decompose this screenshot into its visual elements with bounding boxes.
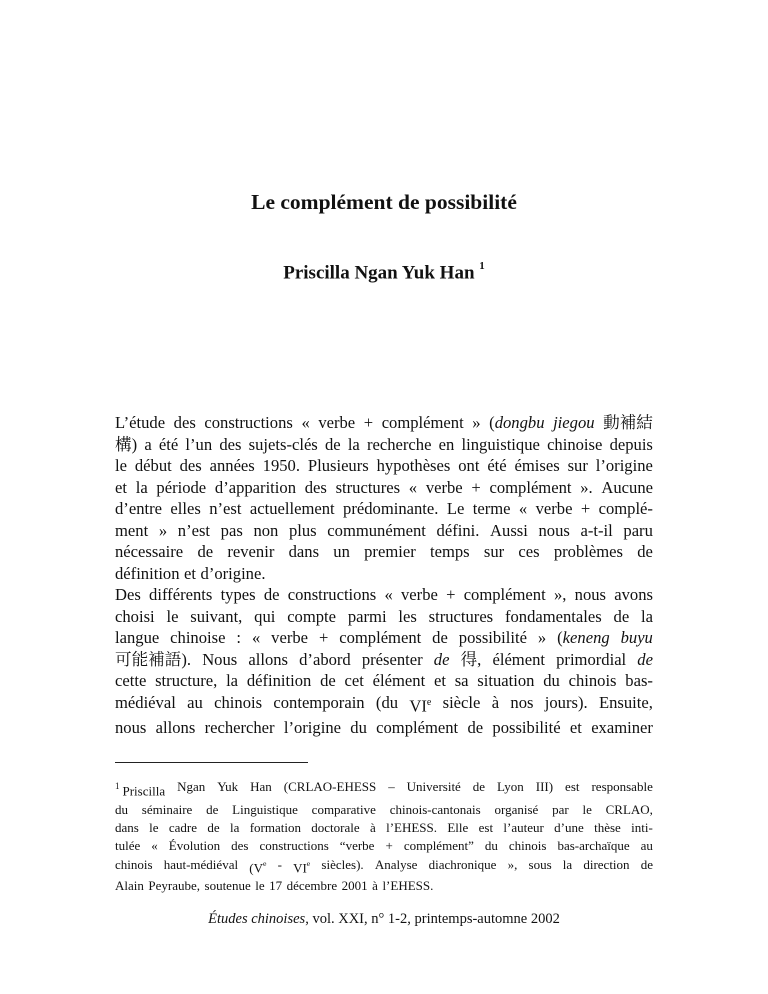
word: chinois (568, 671, 617, 690)
word: médiéval (115, 692, 176, 712)
word: défini. (436, 520, 480, 540)
word: choisi (115, 606, 155, 626)
word: le (166, 606, 179, 626)
word: primordial (556, 649, 627, 669)
text-line (115, 520, 653, 542)
word: Des (115, 585, 141, 604)
word: » (537, 628, 547, 647)
word: est (565, 779, 580, 794)
word: : (236, 628, 242, 647)
word: « (518, 499, 528, 518)
word: CRLAO, (605, 801, 653, 817)
word: langue (115, 628, 160, 647)
word: pas (220, 520, 243, 540)
word: cette (115, 671, 147, 690)
word: l’EHESS. (386, 819, 438, 835)
word: Ngan (177, 779, 206, 794)
word: l’origine (283, 717, 341, 737)
word: sa (454, 671, 469, 690)
paper-title: Le complément de possibilité (251, 190, 517, 214)
word: d’entre (115, 499, 162, 518)
word: thèse (594, 819, 621, 835)
text-line (115, 498, 653, 520)
word: 可能補語). (115, 649, 192, 669)
word: suivant, (190, 606, 243, 626)
word: (Ve (249, 858, 267, 875)
word: dans (115, 819, 139, 835)
text-line (115, 877, 653, 895)
word: définition (115, 563, 180, 583)
word: siècle (442, 692, 481, 712)
word: complé- (598, 499, 653, 518)
text-line (115, 856, 653, 878)
word: paru (623, 520, 653, 540)
word: recherche (366, 434, 432, 454)
word: (dongbu (489, 413, 545, 432)
journal-name: Études chinoises (208, 911, 306, 927)
word: Lyon (497, 779, 524, 794)
word: - (277, 856, 282, 872)
word: Linguistique (232, 801, 298, 817)
word: n’est (209, 499, 242, 518)
word: été (158, 434, 179, 454)
word: du (350, 717, 367, 737)
word: III) (535, 779, 554, 794)
word: Aucune (601, 477, 653, 497)
word: examiner (591, 717, 653, 737)
word: 得, (460, 649, 482, 669)
word: avons (614, 585, 653, 604)
word: Ensuite, (598, 692, 653, 712)
word: 動補結 (603, 413, 653, 432)
word: jours). (544, 692, 588, 712)
word: “verbe (339, 838, 375, 854)
word: des (219, 434, 242, 454)
word: des (304, 477, 327, 497)
word: constructions (259, 838, 329, 854)
word: constructions (287, 585, 377, 604)
word: de (432, 628, 448, 647)
text-line (115, 819, 653, 837)
word: », (507, 856, 518, 872)
word: ont (458, 456, 480, 475)
word: élément (492, 649, 545, 669)
word: la (562, 856, 573, 872)
word: bas-archaïque (557, 838, 630, 854)
word: début (134, 456, 172, 475)
word: contemporain (273, 692, 365, 712)
word: le (255, 878, 265, 894)
word: rechercher (204, 717, 275, 737)
word: cadre (168, 819, 198, 835)
word: hypothèses (376, 456, 451, 475)
word: à (372, 878, 378, 894)
word: $^1$ Priscilla (115, 781, 166, 799)
word: Alain (115, 878, 144, 894)
text-line (115, 670, 653, 692)
word: organisé (494, 801, 539, 817)
word: Han (250, 779, 272, 794)
word: séminaire (141, 801, 193, 817)
word: la (226, 671, 239, 690)
word: décembre (286, 878, 338, 894)
word: et (184, 563, 197, 583)
word: n’est (177, 520, 211, 540)
word: soutenue (204, 878, 251, 894)
footnote-number: 1 (115, 781, 120, 791)
text-line (115, 717, 653, 739)
footnote-marker: 1 (479, 260, 485, 272)
word: possibilité (492, 717, 561, 737)
word: complément (381, 413, 464, 432)
word: est (478, 819, 494, 835)
word: + (446, 585, 456, 604)
word: et (433, 671, 446, 690)
word: de (613, 606, 630, 626)
word: Elle (447, 819, 469, 835)
word: – (388, 779, 395, 794)
word: complément (339, 628, 422, 647)
word: bas- (625, 671, 653, 690)
word: allons (248, 649, 288, 669)
word: chinoise (170, 628, 226, 647)
text-line (115, 649, 653, 671)
word: 構) (115, 434, 138, 454)
word: d’abord (299, 649, 351, 669)
word: chinois (508, 838, 547, 854)
word: Université (406, 779, 461, 794)
word: les (398, 606, 417, 626)
word: fondamentales (504, 606, 602, 626)
word: et (115, 477, 127, 497)
word: de (637, 649, 653, 669)
word: le (582, 801, 592, 817)
word: non (253, 520, 279, 540)
word: présenter (361, 649, 423, 669)
word: » (472, 413, 481, 432)
word: + (385, 838, 393, 854)
word: a-t-il (580, 520, 613, 540)
word: sur (567, 456, 588, 475)
word: dans (288, 542, 320, 561)
word: différents (149, 585, 213, 604)
word: + (363, 413, 374, 432)
text-line (115, 837, 653, 855)
word: premier (364, 542, 416, 561)
word: de (472, 779, 486, 794)
word: de (324, 434, 341, 454)
word: à (369, 819, 376, 835)
word: VIe (409, 696, 432, 716)
text-line (115, 778, 653, 801)
word: actuellement (249, 499, 335, 518)
word: l’origine (595, 456, 653, 475)
word: d’origine. (200, 563, 266, 583)
word: (CRLAO-EHESS (283, 779, 377, 794)
body-text (115, 412, 653, 738)
word: doctorale (311, 819, 360, 835)
word: « (301, 413, 310, 432)
word: « (251, 628, 261, 647)
author-name: Priscilla Ngan Yuk Han (283, 262, 475, 284)
word: parmi (347, 606, 387, 626)
word: chinois (115, 856, 153, 872)
word: inti- (631, 819, 653, 835)
word: complément” (403, 838, 474, 854)
word: Le (446, 499, 465, 518)
word: « (151, 838, 158, 854)
word: + (580, 499, 591, 518)
journal-citation (0, 911, 768, 928)
text-line (115, 455, 653, 477)
text-line (115, 563, 653, 585)
word: le (149, 819, 159, 835)
word: la (347, 434, 360, 454)
word: nous (574, 585, 606, 604)
word: la (641, 606, 653, 626)
word: d’une (554, 819, 584, 835)
word: un (333, 542, 350, 561)
word: des (231, 838, 249, 854)
word: verbe (425, 477, 463, 497)
word: plus (288, 520, 317, 540)
word: nous (538, 520, 570, 540)
word: au (187, 692, 203, 712)
word: chinois-cantonais (389, 801, 481, 817)
word: de (320, 671, 336, 690)
word: direction (583, 856, 630, 872)
word: types (220, 585, 256, 604)
word: nous (115, 717, 147, 737)
word: structure, (155, 671, 218, 690)
word: complément (463, 585, 546, 604)
word: problèmes (553, 542, 623, 561)
word: cet (344, 671, 364, 690)
word: ment (115, 520, 149, 540)
word: par (552, 801, 569, 817)
word: VIe (293, 858, 311, 875)
word: été (487, 456, 507, 475)
word: 1950. (262, 456, 300, 475)
word: Analyse (374, 856, 418, 872)
text-line (115, 584, 653, 606)
word: revenir (227, 542, 275, 561)
word: élément (372, 671, 426, 690)
text-line (115, 541, 653, 563)
word: le (115, 456, 127, 475)
word: complément (489, 477, 572, 497)
word: elles (170, 499, 201, 518)
word: la (229, 819, 240, 835)
word: sujets-clés (248, 434, 318, 454)
word: compte (287, 606, 337, 626)
word: », (553, 585, 567, 604)
word: comparative (311, 801, 376, 817)
word: « (384, 585, 393, 604)
text-line (115, 606, 653, 628)
word: de (263, 585, 280, 604)
word: (du (375, 692, 399, 712)
word: la (135, 477, 148, 497)
word: Yuk (217, 779, 239, 794)
text-line (115, 801, 653, 819)
word: des (173, 413, 196, 432)
word: de (467, 717, 484, 737)
word: sur (483, 542, 505, 561)
word: 2001 (341, 878, 368, 894)
word: de (640, 856, 653, 872)
word: possibilité (458, 628, 527, 647)
word: responsable (591, 779, 653, 794)
text-line (115, 412, 653, 434)
text-line (115, 692, 653, 717)
word: chinois (214, 692, 263, 712)
word: l’un (185, 434, 213, 454)
word: verbe (535, 499, 573, 518)
word: Évolution (168, 838, 221, 854)
word: Nous (202, 649, 238, 669)
word: diachronique (428, 856, 497, 872)
word: de (207, 819, 220, 835)
word: et (569, 717, 582, 737)
word: temps (429, 542, 470, 561)
text-line (115, 627, 653, 649)
word: Aussi (490, 520, 528, 540)
word: situation (477, 671, 535, 690)
word: (keneng (557, 628, 610, 647)
word: siècles). (321, 856, 364, 872)
word: de (637, 542, 653, 561)
word: verbe (271, 628, 309, 647)
word: qui (254, 606, 276, 626)
word: chinoise (547, 434, 603, 454)
word: d’apparition (214, 477, 296, 497)
word: du (484, 838, 498, 854)
word: période (156, 477, 207, 497)
word: 17 (269, 878, 283, 894)
word: Peyraube, (148, 878, 201, 894)
journal-details: , vol. XXI, n° 1-2, printemps-automne 2002 (305, 911, 560, 927)
word: définition (246, 671, 312, 690)
word: « (408, 477, 418, 497)
word: linguistique (461, 434, 540, 454)
word: émises (514, 456, 560, 475)
word: verbe (401, 585, 438, 604)
word: l’EHESS. (382, 878, 434, 894)
word: L’étude (115, 413, 166, 432)
word: buyu (620, 628, 653, 647)
word: nécessaire (115, 542, 184, 561)
word: allons (155, 717, 196, 737)
word: sous (528, 856, 552, 872)
word: prédominante. (343, 499, 439, 518)
word: de (197, 542, 214, 561)
footnote-rule (115, 762, 308, 763)
word: Plusieurs (307, 456, 369, 475)
word: constructions (204, 413, 293, 432)
word: de (433, 649, 450, 669)
word: en (438, 434, 455, 454)
word: + (318, 628, 329, 647)
word: au (640, 838, 653, 854)
footnote (115, 778, 653, 895)
word: ». (580, 477, 593, 497)
word: » (158, 520, 168, 540)
word: a (144, 434, 152, 454)
word: jiegou (553, 413, 595, 432)
word: complément (376, 717, 459, 737)
word: du (115, 801, 128, 817)
word: formation (249, 819, 301, 835)
text-line (115, 477, 653, 499)
text-line (115, 434, 653, 456)
word: nos (510, 692, 534, 712)
word: structures (428, 606, 494, 626)
word: terme (472, 499, 511, 518)
word: du (543, 671, 560, 690)
word: des (179, 456, 202, 475)
word: ces (518, 542, 540, 561)
word: communément (327, 520, 426, 540)
word: structures (335, 477, 401, 497)
word: de (206, 801, 219, 817)
word: verbe (318, 413, 356, 432)
word: l’auteur (503, 819, 544, 835)
word: tulée (115, 838, 141, 854)
word: à (491, 692, 500, 712)
word: années (209, 456, 255, 475)
word: haut-médiéval (163, 856, 239, 872)
author-line (0, 262, 768, 284)
word: + (471, 477, 481, 497)
word: depuis (609, 434, 653, 454)
